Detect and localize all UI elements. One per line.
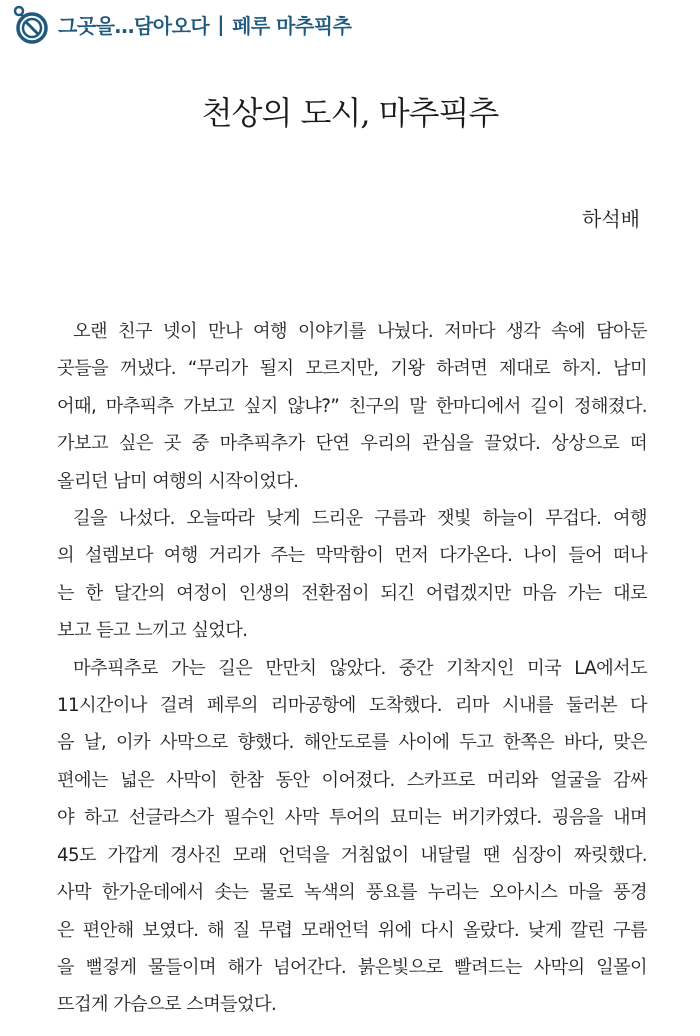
body-line: 어때, 마추픽추 가보고 싶지 않냐?” 친구의 말 한마디에서 길이 정해졌다.	[57, 395, 647, 417]
body-line: 45도 가깝게 경사진 모래 언덕을 거침없이 내달릴 땐 심장이 짜릿했다.	[57, 844, 647, 866]
body-line: 뜨겁게 가슴으로 스며들었다.	[57, 994, 277, 1016]
body-line: 는 한 달간의 여정이 인생의 전환점이 되긴 어렵겠지만 마음 가는 대로	[57, 582, 647, 604]
body-line: 의 설렘보다 여행 거리가 주는 막막함이 먼저 다가온다. 나이 들어 떠나	[57, 545, 647, 567]
article-title: 천상의 도시, 마추픽추	[201, 94, 499, 132]
body-line: 마추픽추로 가는 길은 만만치 않았다. 중간 기착지인 미국 LA에서도	[73, 657, 647, 679]
body-line: 편에는 넓은 사막이 한참 동안 이어졌다. 스카프로 머리와 얼굴을 감싸	[57, 769, 647, 791]
series-title: 그곳을…담아오다	[58, 13, 210, 38]
body-line: 가보고 싶은 곳 중 마추픽추가 단연 우리의 관심을 끌었다. 상상으로 떠	[57, 433, 647, 455]
page-header	[8, 4, 351, 44]
body-line: 올리던 남미 여행의 시작이었다.	[57, 470, 299, 492]
body-line: 곳들을 꺼냈다. “무리가 될지 모르지만, 기왕 하려면 제대로 하지. 남미	[57, 358, 647, 380]
location-subtitle: 페루 마추픽추	[232, 13, 352, 38]
body-line: 은 편안해 보였다. 해 질 무렵 모래언덕 위에 다시 올랐다. 낮게 깔린 구름	[57, 919, 647, 941]
body-line: 11시간이나 걸려 페루의 리마공항에 도착했다. 리마 시내를 둘러본 다	[57, 695, 647, 717]
body-line: 을 뻘겋게 물들이며 해가 넘어간다. 붉은빛으로 빨려드는 사막의 일몰이	[57, 956, 647, 978]
body-line: 길을 나섰다. 오늘따라 낮게 드리운 구름과 잿빛 하늘이 무겁다. 여행	[73, 508, 647, 530]
body-line: 오랜 친구 넷이 만나 여행 이야기를 나눴다. 저마다 생각 속에 담아둔	[73, 321, 647, 342]
body-line: 보고 듣고 느끼고 싶었다.	[57, 620, 248, 642]
compass-icon	[8, 4, 52, 44]
article-body	[57, 313, 647, 1024]
author-name: 하석배	[582, 207, 640, 231]
body-line: 야 하고 선글라스가 필수인 사막 투어의 묘미는 버기카였다. 굉음을 내며	[57, 807, 647, 829]
body-line: 음 날, 이카 사막으로 향했다. 해안도로를 사이에 두고 한쪽은 바다, 맞은	[57, 732, 647, 754]
header-separator: |	[217, 12, 225, 36]
body-line: 사막 한가운데에서 솟는 물로 녹색의 풍요를 누리는 오아시스 마을 풍경	[57, 882, 647, 904]
